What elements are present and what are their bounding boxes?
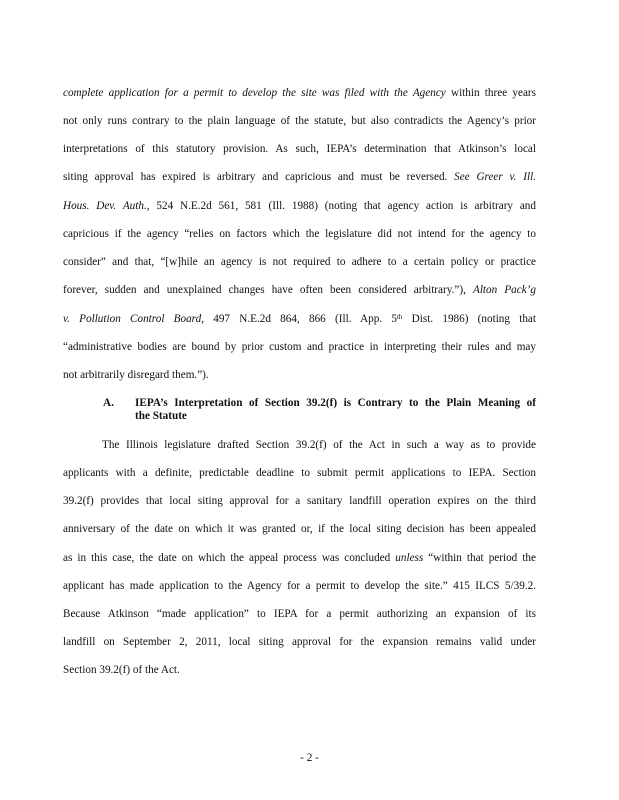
- case-citation: See Greer v. Ill.: [454, 171, 536, 183]
- text-line: [63, 200, 536, 213]
- text-line: capricious if the agency “relies on factors which the legislature did not intend for the agency to: [63, 228, 536, 240]
- text: “within that period the: [423, 552, 536, 564]
- text-line: applicants with a definite, predictable deadline to submit permit applications to IEPA. Section: [63, 467, 536, 479]
- page-number: - 2 -: [300, 752, 319, 764]
- text-line: [63, 171, 536, 184]
- text-line: “administrative bodies are bound by prior custom and practice in interpreting their rules and may: [63, 341, 536, 353]
- text-line: Section 39.2(f) of the Act.: [63, 664, 180, 676]
- text: within three years: [445, 87, 536, 99]
- text: forever, sudden and unexplained changes have often been considered arbitrary.”),: [63, 284, 473, 296]
- section-letter: A.: [103, 397, 114, 409]
- text-line: [63, 552, 536, 565]
- text-line: The Illinois legislature drafted Section 39.2(f) of the Act in such a way as to provide: [102, 439, 536, 451]
- text: siting approval has expired is arbitrary and capricious and must be reversed.: [63, 171, 455, 183]
- text-line: [63, 87, 536, 100]
- text: , 497 N.E.2d 864, 866 (Ill. App. 5: [201, 313, 397, 325]
- superscript: th: [396, 313, 403, 321]
- text-line: [63, 284, 536, 297]
- text: as in this case, the date on which the appeal process was concluded: [63, 552, 396, 564]
- case-citation: Alton Pack’g: [472, 284, 537, 296]
- text-line: not arbitrarily disregard them.”).: [63, 369, 209, 381]
- case-citation: v. Pollution Control Board: [63, 313, 202, 325]
- text-line: landfill on September 2, 2011, local siting approval for the expansion remains valid under: [63, 636, 536, 648]
- italic-text: unless: [395, 552, 424, 564]
- text-line: consider” and that, “[w]hile an agency is not required to adhere to a certain policy or practice: [63, 256, 536, 268]
- text: , 524 N.E.2d 561, 581 (Ill. 1988) (noting that agency action is arbitrary and: [146, 200, 536, 212]
- text-line: anniversary of the date on which it was granted or, if the local siting decision has been appealed: [63, 523, 536, 535]
- text-line: interpretations of this statutory provision. As such, IEPA’s determination that Atkinson’s local: [63, 143, 536, 155]
- text-line: not only runs contrary to the plain language of the statute, but also contradicts the Agency’s prior: [63, 115, 536, 127]
- italic-text: complete application for a permit to develop the site was filed with the Agency: [63, 87, 446, 99]
- case-citation: Hous. Dev. Auth.: [63, 200, 147, 212]
- text-line: 39.2(f) provides that local siting approval for a sanitary landfill operation expires on the third: [63, 495, 536, 507]
- text: Dist. 1986) (noting that: [402, 313, 537, 325]
- section-title-line: IEPA’s Interpretation of Section 39.2(f) is Contrary to the Plain Meaning of: [135, 397, 536, 409]
- text-line: [63, 313, 536, 326]
- text-line: Because Atkinson “made application” to IEPA for a permit authorizing an expansion of its: [63, 608, 536, 620]
- section-title-line: the Statute: [135, 410, 187, 422]
- text-line: applicant has made application to the Agency for a permit to develop the site.” 415 ILCS 5/39.2.: [63, 580, 536, 592]
